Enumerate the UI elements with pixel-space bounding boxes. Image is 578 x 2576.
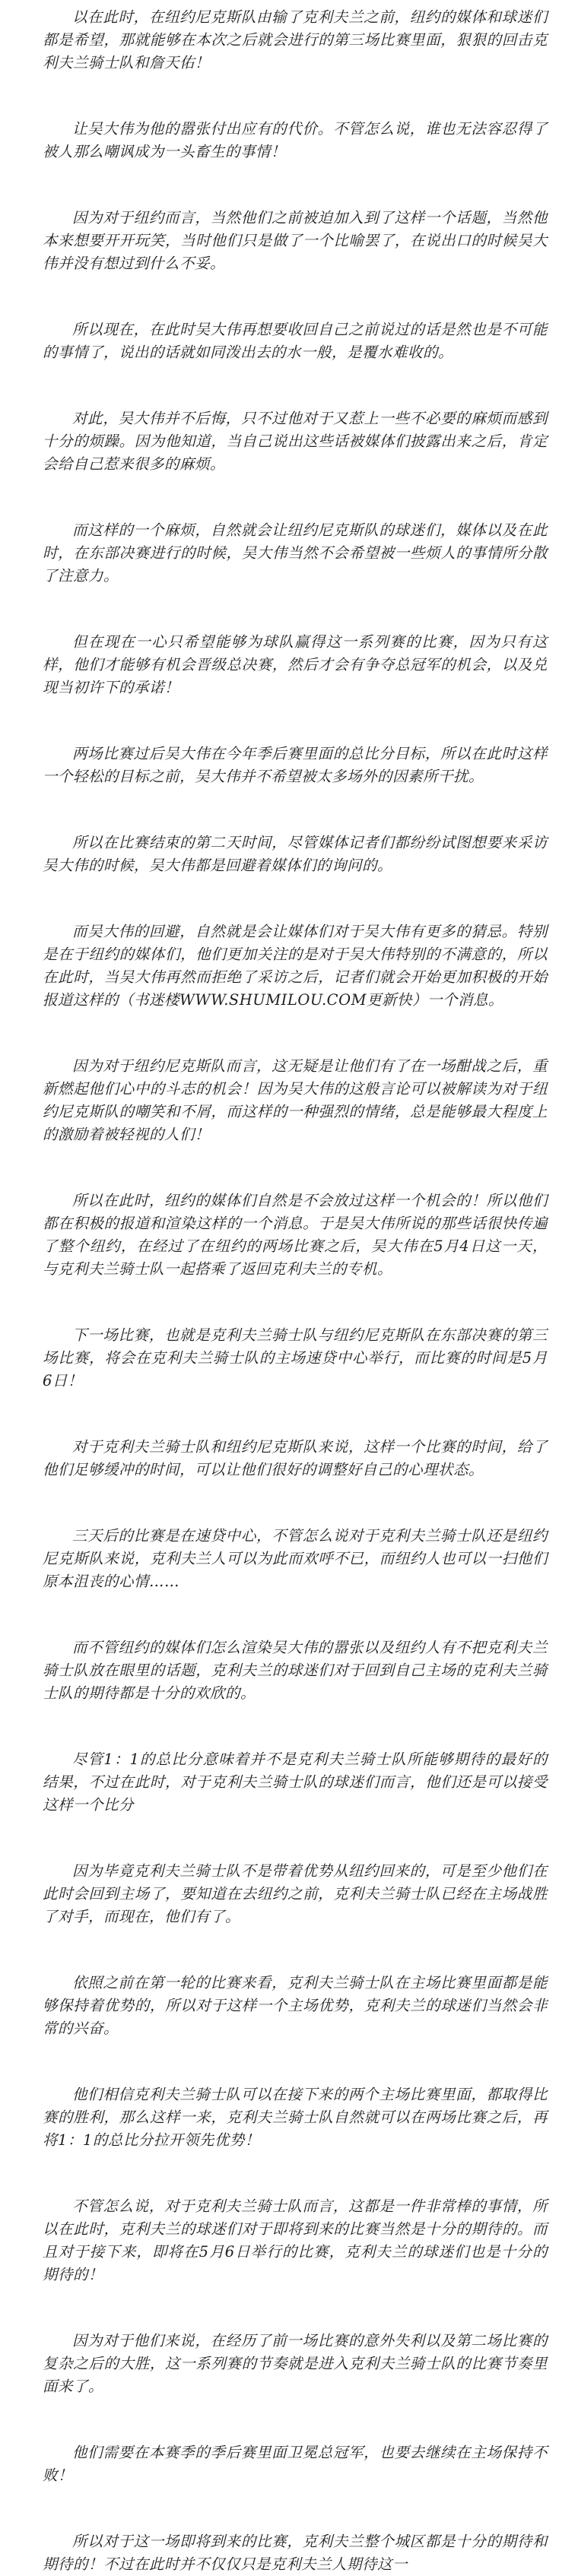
paragraph-1: 以在此时，在纽约尼克斯队由输了克利夫兰之前，纽约的媒体和球迷们都是希望，那就能够在本次之后就会进行的第三场比赛里面，狠狠的回击克利夫兰骑士队和詹天佑！ xyxy=(43,8,548,71)
paragraph-10: 而吴大伟的回避，自然就是会让媒体们对于吴大伟有更多的猜忌。特别是在于纽约的媒体们，他们更加关注的是对于吴大伟特别的不满意的，所以在此时，当吴大伟再然而拒绝了采访之后，记者们就会开始更加积极的开始报道这样的（书迷楼WWW.SHUMILOU.COM更新快）一个消息。 xyxy=(43,923,548,1009)
paragraph-24: 所以对于这一场即将到来的比赛，克利夫兰整个城区都是十分的期待和期待的！不过在此时并不仅仅只是克利夫兰人期待这一 xyxy=(43,2533,548,2573)
paragraph-17: 尽管1：1的总比分意味着并不是克利夫兰骑士队所能够期待的最好的结果，不过在此时，对于克利夫兰骑士队的球迷们而言，他们还是可以接受这样一个比分 xyxy=(43,1751,548,1814)
paragraph-22: 因为对于他们来说，在经历了前一场比赛的意外失利以及第二场比赛的复杂之后的大胜，这一系列赛的节奏就是进入克利夫兰骑士队的比赛节奏里面来了。 xyxy=(43,2332,548,2395)
paragraph-8: 两场比赛过后吴大伟在今年季后赛里面的总比分目标，所以在此时这样一个轻松的目标之前，吴大伟并不希望被太多场外的因素所干扰。 xyxy=(43,745,548,785)
paragraph-6: 而这样的一个麻烦，自然就会让纽约尼克斯队的球迷们，媒体以及在此时，在东部决赛进行的时候，吴大伟当然不会希望被一些烦人的事情所分散了注意力。 xyxy=(43,521,548,585)
paragraph-16: 而不管纽约的媒体们怎么渲染吴大伟的嚣张以及纽约人有不把克利夫兰骑士队放在眼里的话题，克利夫兰的球迷们对于回到自己主场的克利夫兰骑士队的期待都是十分的欢欣的。 xyxy=(43,1639,548,1702)
paragraph-2: 让吴大伟为他的嚣张付出应有的代价。不管怎么说，谁也无法容忍得了被人那么嘲讽成为一头畜生的事情！ xyxy=(43,120,548,160)
paragraph-9: 所以在比赛结束的第二天时间，尽管媒体记者们都纷纷试图想要来采访吴大伟的时候，吴大伟都是回避着媒体们的询问的。 xyxy=(43,834,548,874)
paragraph-15: 三天后的比赛是在速贷中心，不管怎么说对于克利夫兰骑士队还是纽约尼克斯队来说，克利夫兰人可以为此而欢呼不已，而纽约人也可以一扫他们原本沮丧的心情…… xyxy=(43,1527,548,1590)
paragraph-19: 依照之前在第一轮的比赛来看，克利夫兰骑士队在主场比赛里面都是能够保持着优势的，所以对于这样一个主场优势，克利夫兰的球迷们当然会非常的兴奋。 xyxy=(43,1974,548,2037)
paragraph-12: 所以在此时，纽约的媒体们自然是不会放过这样一个机会的！所以他们都在积极的报道和渲染这样的一个消息。于是吴大伟所说的那些话很快传遍了整个纽约，在经过了在纽约的两场比赛之后，吴大伟在5月4日这一天，与克利夫兰骑士队一起搭乘了返回克利夫兰的专机。 xyxy=(43,1192,548,1278)
paragraph-3: 因为对于纽约而言，当然他们之前被迫加入到了这样一个话题，当然他本来想要开开玩笑，当时他们只是做了一个比喻罢了，在说出口的时候吴大伟并没有想过到什么不妥。 xyxy=(43,209,548,272)
paragraph-14: 对于克利夫兰骑士队和纽约尼克斯队来说，这样一个比赛的时间，给了他们足够缓冲的时间，可以让他们很好的调整好自己的心理状态。 xyxy=(43,1438,548,1478)
paragraph-7: 但在现在一心只希望能够为球队赢得这一系列赛的比赛，因为只有这样，他们才能够有机会晋级总决赛，然后才会有争夺总冠军的机会，以及兑现当初许下的承诺！ xyxy=(43,633,548,696)
paragraph-11: 因为对于纽约尼克斯队而言，这无疑是让他们有了在一场酣战之后，重新燃起他们心中的斗志的机会！因为吴大伟的这般言论可以被解读为对于纽约尼克斯队的嘲笑和不屑，而这样的一种强烈的情绪，总是能够最大程度上的激励着被轻视的人们！ xyxy=(43,1057,548,1143)
paragraph-4: 所以现在，在此时吴大伟再想要收回自己之前说过的话是然也是不可能的事情了，说出的话就如同泼出去的水一般，是覆水难收的。 xyxy=(43,321,548,361)
paragraph-5: 对此，吴大伟并不后悔，只不过他对于又惹上一些不必要的麻烦而感到十分的烦躁。因为他知道，当自己说出这些话被媒体们披露出来之后，肯定会给自己惹来很多的麻烦。 xyxy=(43,410,548,473)
paragraph-20: 他们相信克利夫兰骑士队可以在接下来的两个主场比赛里面，都取得比赛的胜利，那么这样一来，克利夫兰骑士队自然就可以在两场比赛之后，再将1：1的总比分拉开领先优势！ xyxy=(43,2086,548,2149)
paragraph-23: 他们需要在本赛季的季后赛里面卫冕总冠军，也要去继续在主场保持不败！ xyxy=(43,2444,548,2484)
paragraph-13: 下一场比赛，也就是克利夫兰骑士队与纽约尼克斯队在东部决赛的第三场比赛，将会在克利夫兰骑士队的主场速贷中心举行，而比赛的时间是5月6日！ xyxy=(43,1326,548,1389)
paragraph-18: 因为毕竟克利夫兰骑士队不是带着优势从纽约回来的，可是至少他们在此时会回到主场了，要知道在去纽约之前，克利夫兰骑士队已经在主场战胜了对手，而现在，他们有了。 xyxy=(43,1862,548,1925)
paragraph-21: 不管怎么说，对于克利夫兰骑士队而言，这都是一件非常棒的事情，所以在此时，克利夫兰的球迷们对于即将到来的比赛当然是十分的期待的。而且对于接下来，即将在5月6日举行的比赛，克利夫兰的球迷们也是十分的期待的！ xyxy=(43,2197,548,2283)
